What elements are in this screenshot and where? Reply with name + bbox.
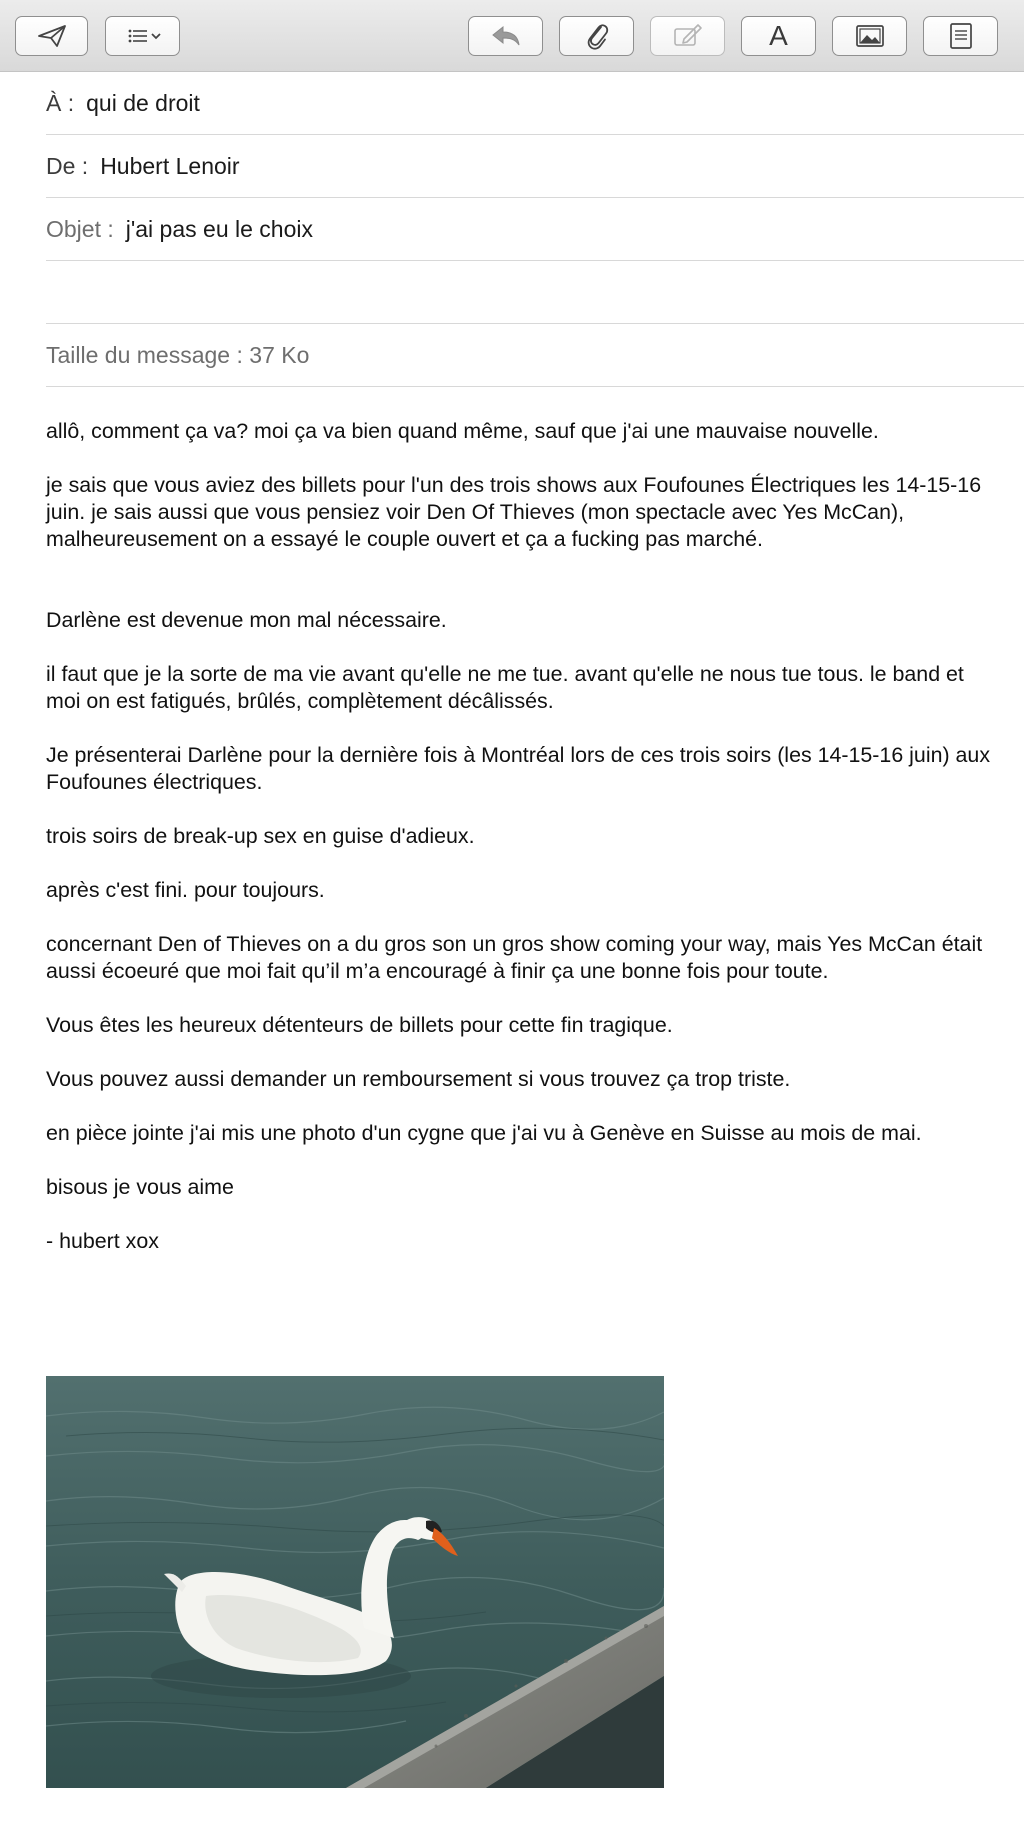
to-label: À : <box>46 89 75 116</box>
body-paragraph: après c'est fini. pour toujours. <box>46 878 325 902</box>
body-paragraph: allô, comment ça va? moi ça va bien quand même, sauf que j'ai une mauvaise nouvelle. <box>46 419 879 443</box>
letter-a-icon: A <box>769 20 788 51</box>
subject-field[interactable]: j'ai pas eu le choix <box>125 215 313 242</box>
body-paragraph: Vous êtes les heureux détenteurs de billets pour cette fin tragique. <box>46 1013 673 1037</box>
swan-photo-image <box>46 1376 664 1788</box>
attach-button[interactable] <box>559 16 634 56</box>
message-size-text: Taille du message : 37 Ko <box>46 341 310 368</box>
chevron-down-icon <box>152 34 160 38</box>
from-field[interactable]: Hubert Lenoir <box>100 152 240 179</box>
from-field-row[interactable] <box>46 135 1024 198</box>
photo-icon <box>854 23 886 49</box>
body-paragraph: Je présenterai Darlène pour la dernière fois à Montréal lors de ces trois soirs (les 14-15-16 juin) aux Foufounes électriques. <box>46 743 991 794</box>
subject-label: Objet : <box>46 215 114 242</box>
body-paragraph: Vous pouvez aussi demander un remboursement si vous trouvez ça trop triste. <box>46 1067 791 1091</box>
reply-button[interactable] <box>468 16 543 56</box>
signature: - hubert xox <box>46 1229 159 1253</box>
list-options-icon <box>121 26 165 46</box>
annotate-icon <box>672 22 704 50</box>
to-field-row[interactable] <box>46 72 1024 135</box>
header-fields-button[interactable] <box>105 16 180 56</box>
body-paragraph: bisous je vous aime <box>46 1175 234 1199</box>
body-paragraph: en pièce jointe j'ai mis une photo d'un cygne que j'ai vu à Genève en Suisse au mois de mai. <box>46 1121 922 1145</box>
body-paragraph: je sais que vous aviez des billets pour l'un des trois shows aux Foufounes Électriques les 14-15-16 juin. je sais aussi que vous pensiez voir Den Of Thieves (mon spectacle avec Yes McCan), malheureusement on a essayé le couple ouvert et ça a fucking pas marché. <box>46 473 982 551</box>
stationery-icon <box>947 21 975 51</box>
body-paragraph: il faut que je la sorte de ma vie avant qu'elle ne me tue. avant qu'elle ne nous tue tous. le band et moi on est fatigués, brûlés, complètement décâlissés. <box>46 662 964 713</box>
body-paragraph: concernant Den of Thieves on a du gros son un gros show coming your way, mais Yes McCan était aussi écoeuré que moi fait qu’il m’a encouragé à finir ça une bonne fois pour toute. <box>46 932 983 983</box>
format-button[interactable] <box>741 16 816 56</box>
body-paragraph: Darlène est devenue mon mal nécessaire. <box>46 608 447 632</box>
reply-arrow-icon <box>490 24 522 48</box>
send-button[interactable] <box>15 16 88 56</box>
body-paragraph: trois soirs de break-up sex en guise d'adieux. <box>46 824 475 848</box>
paper-plane-icon <box>37 24 67 48</box>
markup-button[interactable] <box>650 16 725 56</box>
photo-browser-button[interactable] <box>832 16 907 56</box>
compose-toolbar <box>0 0 1024 72</box>
to-field[interactable]: qui de droit <box>86 89 200 116</box>
blank-header-row <box>46 261 1024 324</box>
message-size-row <box>46 324 1024 387</box>
stationery-button[interactable] <box>923 16 998 56</box>
attached-swan-photo[interactable] <box>46 1376 664 1788</box>
paperclip-icon <box>584 21 610 51</box>
from-label: De : <box>46 152 89 179</box>
subject-field-row[interactable] <box>46 198 1024 261</box>
message-body[interactable] <box>46 418 1001 1282</box>
